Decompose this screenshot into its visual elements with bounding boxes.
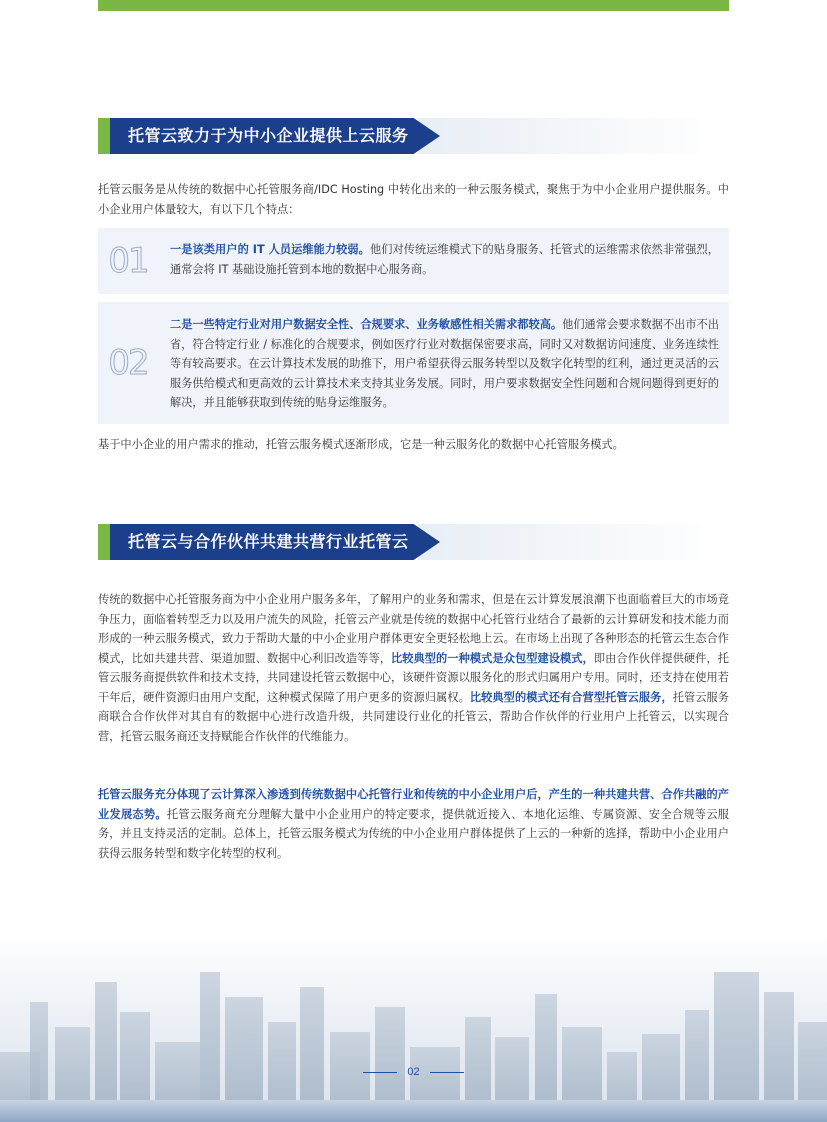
section-2-title: 托管云与合作伙伴共建共营行业托管云: [128, 532, 409, 551]
p1-highlight-1: 比较典型的一种模式是众包型建设模式，: [390, 651, 594, 665]
page-number-line-right: [430, 1072, 464, 1073]
feature-divider: [160, 312, 161, 414]
header-green-tab: [98, 118, 110, 154]
p2-highlight: 托管云服务充分体现了云计算深入渗透到传统数据中心托管行业和传统的中小企业用户后，产生的一种共建共营、合作共融的产业发展态势。: [98, 788, 729, 821]
section-1-intro: 托管云服务是从传统的数据中心托管服务商/IDC Hosting 中转化出来的一种云服务模式，聚焦于为中小企业用户提供服务。中小企业用户体量较大，有以下几个特点：: [98, 183, 729, 216]
feature-text-1: [170, 240, 719, 279]
feature-box-2: [98, 302, 729, 424]
page-number: [0, 1062, 827, 1082]
section-2-paragraph-1: [98, 590, 729, 746]
feature-box-1: [98, 228, 729, 294]
header-fade: [418, 524, 729, 560]
p1-text-a: 传统的数据中心托管服务商为中小企业用户服务多年，了解用户的业务和需求，但是在云计算发展浪潮下也面临着巨大的市场竞争压力，面临着转型乏力以及用户流失的风险，托管云产业就是传统的数据中心托管行业结合了最新的云计算研发和技术能力而形成的一种云服务模式，致力于帮助大量的中小企业用户群体更安全更轻松地上云。在市场上出现了各种形态的托管云生态合作模式，比如共建共营、渠道加盟、数据中心利旧改造等等，: [98, 593, 729, 665]
header-green-tab: [98, 524, 110, 560]
feature-body-1: 他们对传统运维模式下的贴身服务、托管式的运维需求依然非常强烈，通常会将 IT 基础设施托管到本地的数据中心服务商。: [170, 243, 719, 276]
section-1-conclusion: 基于中小企业的用户需求的推动，托管云服务模式逐渐形成，它是一种云服务化的数据中心托管服务模式。: [98, 438, 624, 451]
p1-highlight-2: 比较典型的模式还有合营型托管云服务，: [469, 690, 673, 704]
feature-lead-1: 一是该类用户的 IT 人员运维能力较弱。: [170, 243, 370, 256]
top-accent-bar: [98, 0, 729, 11]
feature-number-2: 02: [108, 343, 148, 383]
page-number-text: 02: [407, 1066, 420, 1078]
feature-number-1: 01: [108, 241, 148, 281]
city-skyline-image: [0, 930, 827, 1122]
p2-text-a: 托管云服务商充分理解大量中小企业用户的特定要求，提供就近接入、本地化运维、专属资源、安全合规等云服务，并且支持灵活的定制。总体上，托管云服务模式为传统的中小企业用户群体提供了上云的一种新的选择，帮助中小企业用户获得云服务转型和数字化转型的权利。: [98, 807, 729, 860]
section-1-header: [98, 118, 729, 154]
section-1-title: 托管云致力于为中小企业提供上云服务: [128, 126, 409, 145]
p1-text-b: 即由合作伙伴提供硬件，托管云服务商提供软件和技术支持，共同建设托管云数据中心，该硬件资源以服务化的形式归属用户专用。同时，还支持在使用若干年后，硬件资源归由用户支配，这种模式保障了用户更多的资源归属权。: [98, 651, 729, 704]
section-2-paragraph-2: [98, 785, 729, 863]
section-2-header: [98, 524, 729, 560]
feature-lead-2: 二是一些特定行业对用户数据安全性、合规要求、业务敏感性相关需求都较高。: [170, 318, 563, 331]
feature-divider: [160, 238, 161, 284]
header-fade: [418, 118, 729, 154]
feature-text-2: [170, 315, 719, 413]
page-number-line-left: [363, 1072, 397, 1073]
p1-text-c: 托管云服务商联合合作伙伴对其自有的数据中心进行改造升级，共同建设行业化的托管云，帮助合作伙伴的行业用户上托管云，以实现合营，托管云服务商还支持赋能合作伙伴的代维能力。: [98, 690, 729, 743]
feature-body-2: 他们通常会要求数据不出市不出省，符合特定行业 / 标准化的合规要求，例如医疗行业对数据保密要求高，同时又对数据访问速度、业务连续性等有较高要求。在云计算技术发展的助推下，用户希望获得云服务转型以及数字化转型的红利，通过更灵活的云服务供给模式和更高效的云计算技术来支持其业务发展。同时，用户要求数据安全性问题和合规问题得到更好的解决，并且能够获取到传统的贴身运维服务。: [170, 318, 719, 409]
